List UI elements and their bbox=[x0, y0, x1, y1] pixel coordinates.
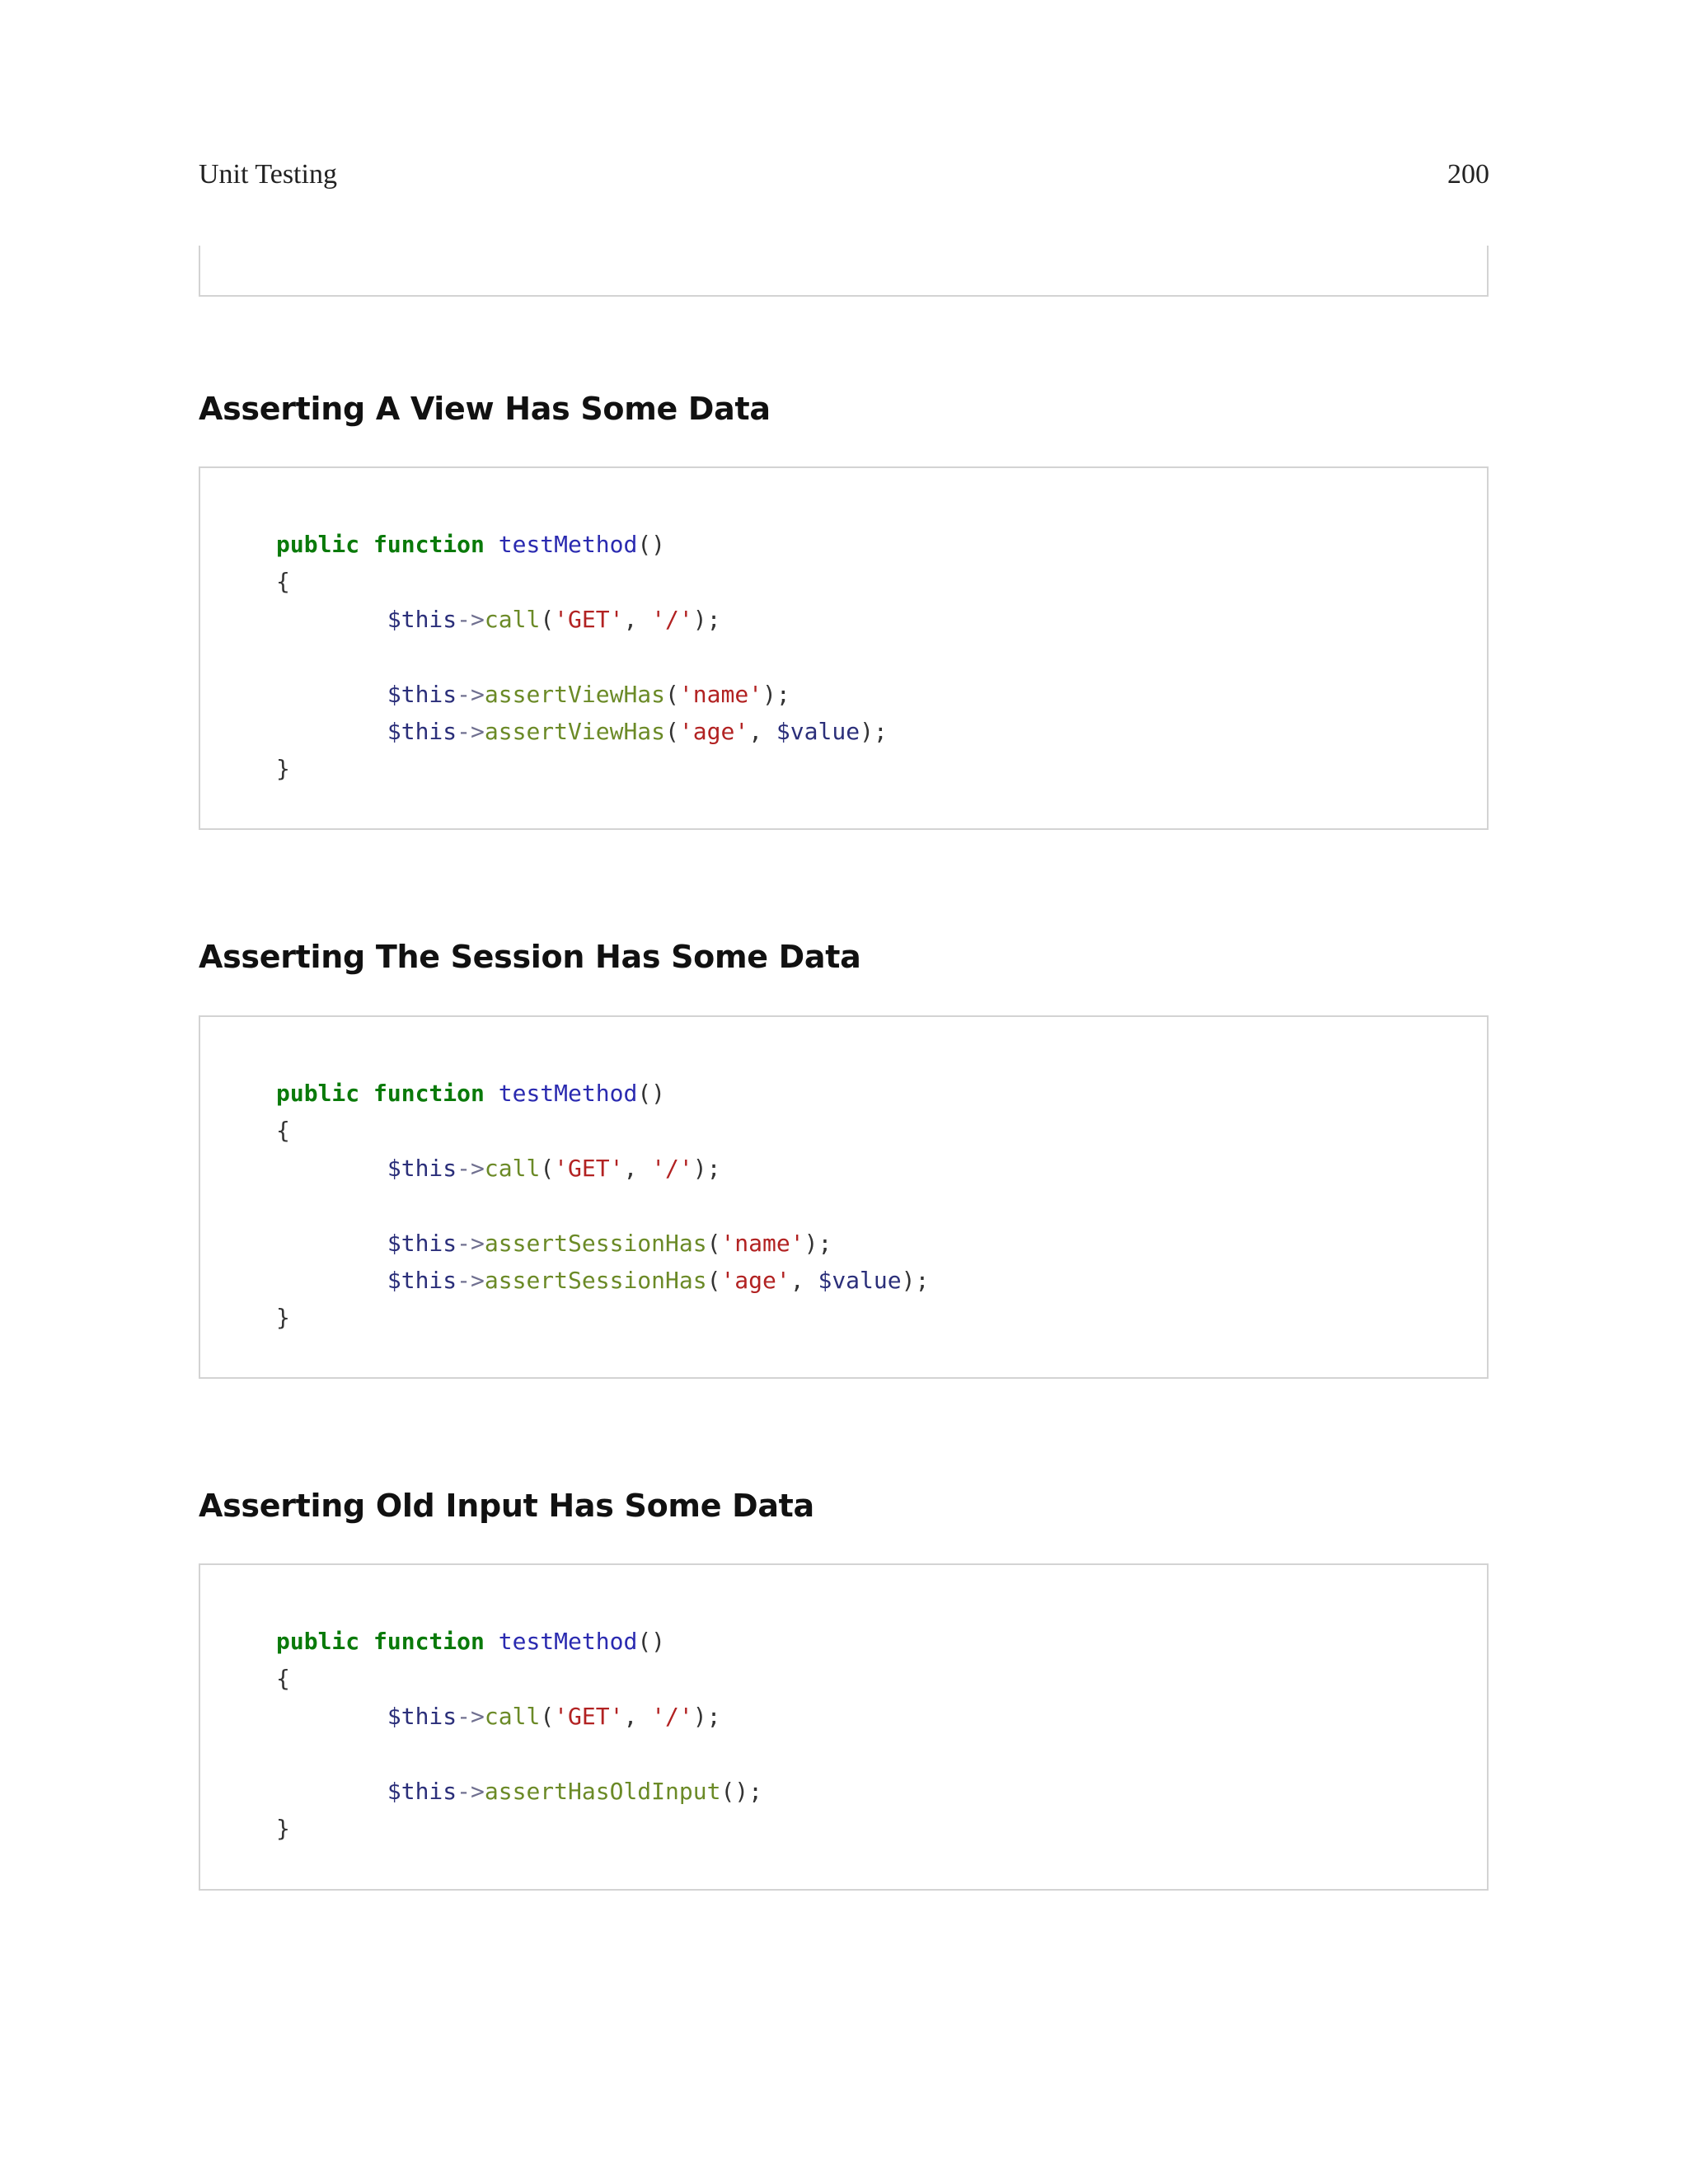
code-line bbox=[276, 1810, 762, 1847]
code-keyword: function bbox=[373, 531, 485, 558]
code-variable: $this bbox=[387, 1702, 457, 1730]
code-variable: $value bbox=[776, 717, 860, 745]
code-method: assertViewHas bbox=[484, 717, 666, 745]
code-variable: $this bbox=[387, 1777, 457, 1805]
code-punctuation: { bbox=[276, 1665, 290, 1693]
running-title: Unit Testing bbox=[199, 159, 337, 190]
code-string: 'age' bbox=[720, 1266, 790, 1294]
code-punctuation: } bbox=[276, 755, 290, 783]
code-variable: $this bbox=[387, 1229, 457, 1257]
code-variable: $value bbox=[818, 1266, 902, 1294]
code-operator: -> bbox=[457, 1154, 485, 1182]
code-method: call bbox=[484, 605, 541, 633]
code-line bbox=[276, 1075, 929, 1112]
code-punctuation: } bbox=[276, 1814, 290, 1842]
code-line bbox=[276, 526, 888, 563]
code-method: call bbox=[484, 1702, 541, 1730]
code-line: $this->assertHasOldInput(); bbox=[387, 1777, 763, 1805]
code-method: assertSessionHas bbox=[484, 1229, 707, 1257]
code-variable: $this bbox=[387, 605, 457, 633]
code-punctuation: () bbox=[637, 531, 666, 558]
code-function-name: testMethod bbox=[498, 531, 638, 558]
code-line: $this->call('GET', '/'); bbox=[387, 1154, 721, 1182]
code-punctuation: () bbox=[637, 1080, 666, 1107]
code-string: 'GET' bbox=[554, 1154, 624, 1182]
code-line bbox=[276, 1112, 929, 1149]
code-method: assertViewHas bbox=[484, 680, 666, 708]
code-operator: -> bbox=[457, 1702, 485, 1730]
code-line: $this->assertViewHas('age', $value); bbox=[387, 717, 888, 745]
code-operator: -> bbox=[457, 1229, 485, 1257]
code-keyword: function bbox=[373, 1628, 485, 1655]
section-heading-view-has-data: Asserting A View Has Some Data bbox=[199, 391, 771, 427]
code-string: 'name' bbox=[678, 680, 763, 708]
code-operator: -> bbox=[457, 1777, 485, 1805]
code-block-view-has-data bbox=[199, 466, 1489, 830]
code-line bbox=[276, 563, 888, 600]
code-keyword: function bbox=[373, 1080, 485, 1107]
code-line bbox=[276, 1623, 762, 1660]
code-line: $this->assertViewHas('name'); bbox=[387, 680, 790, 708]
running-header bbox=[199, 159, 1489, 200]
code-string: 'GET' bbox=[554, 1702, 624, 1730]
code-operator: -> bbox=[457, 1266, 485, 1294]
code-method: assertSessionHas bbox=[484, 1266, 707, 1294]
code-keyword: public bbox=[276, 1080, 360, 1107]
code-listing bbox=[276, 1075, 929, 1337]
code-line bbox=[276, 750, 888, 787]
code-string: 'name' bbox=[720, 1229, 804, 1257]
code-operator: -> bbox=[457, 680, 485, 708]
code-line: $this->assertSessionHas('name'); bbox=[387, 1229, 832, 1257]
code-string: 'GET' bbox=[554, 605, 624, 633]
code-variable: $this bbox=[387, 1266, 457, 1294]
code-variable: $this bbox=[387, 717, 457, 745]
code-line: $this->call('GET', '/'); bbox=[387, 1702, 721, 1730]
code-keyword: public bbox=[276, 531, 360, 558]
code-punctuation: } bbox=[276, 1304, 290, 1332]
code-function-name: testMethod bbox=[498, 1080, 638, 1107]
code-operator: -> bbox=[457, 717, 485, 745]
code-variable: $this bbox=[387, 680, 457, 708]
code-method: call bbox=[484, 1154, 541, 1182]
code-line bbox=[276, 1660, 762, 1697]
section-heading-old-input-has-data: Asserting Old Input Has Some Data bbox=[199, 1488, 814, 1524]
code-listing bbox=[276, 1623, 762, 1847]
code-string: '/' bbox=[651, 605, 693, 633]
code-line: $this->assertSessionHas('age', $value); bbox=[387, 1266, 930, 1294]
code-line bbox=[276, 1299, 929, 1336]
code-line: $this->call('GET', '/'); bbox=[387, 605, 721, 633]
code-line-blank bbox=[276, 638, 888, 675]
code-string: 'age' bbox=[678, 717, 749, 745]
code-punctuation: { bbox=[276, 1117, 290, 1145]
code-string: '/' bbox=[651, 1702, 693, 1730]
code-operator: -> bbox=[457, 605, 485, 633]
page-number: 200 bbox=[1447, 159, 1489, 190]
code-line-blank bbox=[276, 1187, 929, 1224]
code-listing bbox=[276, 526, 888, 788]
code-method: assertHasOldInput bbox=[484, 1777, 721, 1805]
code-function-name: testMethod bbox=[498, 1628, 638, 1655]
continued-code-block bbox=[199, 246, 1489, 297]
code-punctuation: { bbox=[276, 568, 290, 596]
code-line-blank bbox=[276, 1735, 762, 1772]
code-block-old-input-has-data bbox=[199, 1563, 1489, 1891]
code-string: '/' bbox=[651, 1154, 693, 1182]
code-punctuation: () bbox=[637, 1628, 666, 1655]
section-heading-session-has-data: Asserting The Session Has Some Data bbox=[199, 939, 861, 975]
code-block-session-has-data bbox=[199, 1015, 1489, 1379]
code-variable: $this bbox=[387, 1154, 457, 1182]
code-keyword: public bbox=[276, 1628, 360, 1655]
